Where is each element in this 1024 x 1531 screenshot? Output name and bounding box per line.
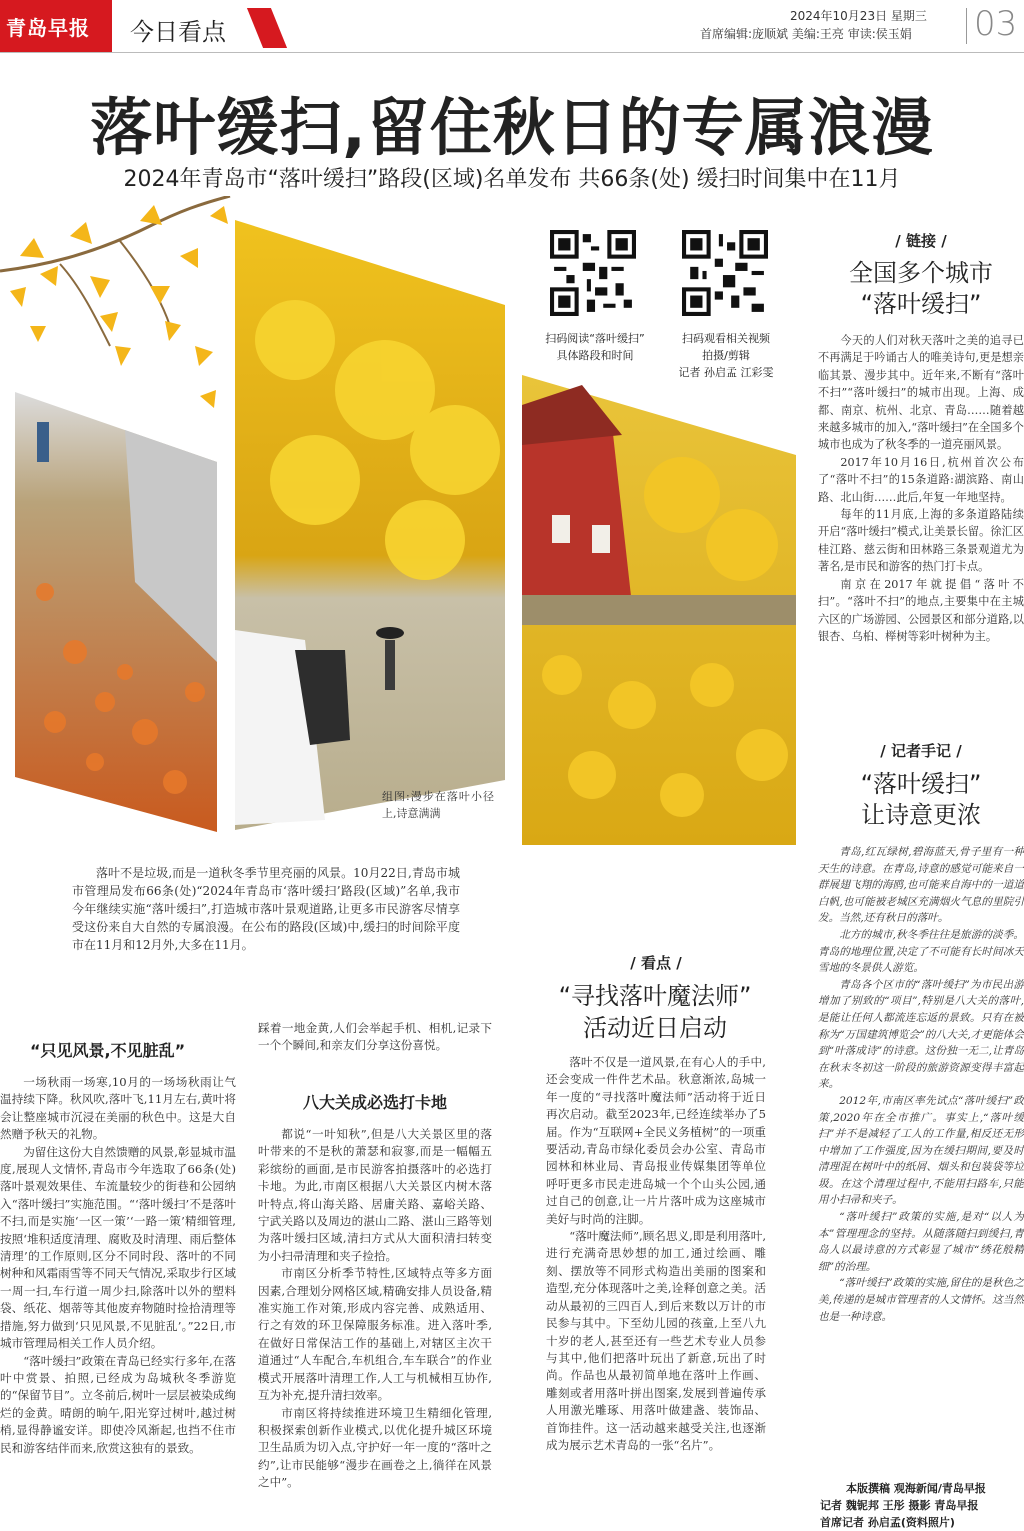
col3-body	[546, 1054, 766, 1454]
col1-subtitle: “只见风景,不见脏乱”	[30, 1041, 186, 1060]
col1-paragraph: 一场秋雨一场寒,10月的一场场秋雨让气温持续下降。秋风吹,落叶飞,11月左右,黄叶将会让整座城市沉浸在美丽的秋色中。这是大自然赠予秋天的礼物。	[0, 1075, 236, 1142]
credit-line-3: 首席记者 孙启孟(资料照片)	[820, 1516, 955, 1529]
lead-text: 落叶不是垃圾,而是一道秋冬季节里亮丽的风景。10月22日,青岛市城市管理局发布66条(处)“2024年青岛市‘落叶缓扫’路段(区域)”名单,我市今年继续实施“落叶缓扫”,打造城市落叶景观道路,让更多市民游客尽情享受这份来自大自然的专属浪漫。在公布的路段(区域)中,缓扫的时间除平度市在11月和12月外,大多在11月。	[72, 866, 460, 952]
ginkgo-branch-illustration	[0, 196, 240, 416]
col2-paragraph: 踩着一地金黄,人们会举起手机、相机,记录下一个个瞬间,和亲友们分享这份喜悦。	[258, 1021, 492, 1053]
qr-left-caption-1: 扫码阅读“落叶缓扫”	[545, 332, 645, 345]
col4-note-paragraph: 北方的城市,秋冬季往往是旅游的淡季。青岛的地理位置,决定了不可能有长时间冰天雪地的冬景供人游览。	[818, 928, 1024, 975]
col2-subtitle: 八大关成必选打卡地	[302, 1093, 447, 1112]
col2-body	[258, 1126, 492, 1492]
col4-note-paragraph: “落叶缓扫”政策的实施,是对“以人为本”管理理念的坚持。从随落随扫到缓扫,青岛人以最诗意的方式彰显了城市“绣花般精细”的治理。	[818, 1211, 1024, 1273]
lead-paragraph	[72, 864, 460, 954]
qr-left-caption-2: 具体路段和时间	[556, 349, 634, 362]
photo-ginkgo-road	[235, 220, 505, 830]
col2-body-top	[258, 1020, 492, 1055]
col3-paragraph: 落叶不仅是一道风景,在有心人的手中,还会变成一件件艺术品。秋意渐浓,岛城一年一度的“寻找落叶魔法师”活动将于近日再次启动。截至2023年,已经连续举办了5届。作为“互联网+全民义务植树”的一项重要活动,青岛市绿化委员会办公室、青岛市园林和林业局、青岛报业传媒集团等单位呼吁更多市民走进岛城一个个山头公园,通过自己的创意,让一片片落叶成为这座城市美好与时尚的注脚。	[546, 1055, 766, 1226]
photo-red-house-ginkgo	[522, 375, 796, 845]
col4-title1-line1: 全国多个城市	[849, 259, 993, 287]
photo-leafy-sidewalk	[15, 392, 217, 832]
photo-caption: 组图:漫步在落叶小径上,诗意满满	[382, 790, 494, 820]
qr-right-caption-3: 记者 孙启孟 江彩雯	[678, 366, 774, 379]
page-number: 03	[974, 4, 1018, 44]
col4-note-paragraph: “落叶缓扫”政策的实施,留住的是秋色之美,传递的是城市管理者的人文情怀。这当然也是一种诗意。	[818, 1277, 1024, 1323]
qr-code-route-list[interactable]	[550, 230, 636, 316]
col4-title2-line1: “落叶缓扫”	[860, 770, 982, 798]
col4-body-notes	[818, 844, 1024, 1325]
col2-paragraph: 都说“一叶知秋”,但是八大关景区里的落叶带来的不是秋的萧瑟和寂寥,而是一幅幅五彩缤纷的画面,是市民游客拍摄落叶的必选打卡地。为此,市南区根据八大关景区内树木落叶特点,将山海关路、居庸关路、嘉峪关路、宁武关路以及周边的湛山二路、湛山三路等划为落叶缓扫区域,清扫方式从大面积清扫转变为小扫帚清理和夹子捡拾。	[258, 1127, 492, 1263]
qr-right-caption-2: 拍摄/剪辑	[702, 349, 750, 362]
header-divider	[966, 8, 967, 44]
credit-line-2: 记者 魏铌邦 王彤 摄影 青岛早报	[820, 1499, 979, 1512]
section-tab-accent	[247, 8, 287, 48]
col2-paragraph: 市南区将持续推进环境卫生精细化管理,积极探索创新作业模式,以优化提升城区环境卫生品质为切入点,守护好一年一度的“落叶之约”,让市民能够“漫步在画卷之上,徜徉在风景之中”。	[258, 1405, 492, 1490]
col4-note-paragraph: 青岛各个区市的“落叶缓扫”为市民出游增加了别致的“项目”,特别是八大关的落叶,是能让任何人都流连忘返的景致。只有在被称为“万国建筑博览会”的八大关,才更能体会到“叶落成诗”的诗意。这份独一无二,让青岛在秋末冬初这一阶段的旅游资源变得丰富起来。	[818, 978, 1024, 1091]
col4-title2-line2: 让诗意更浓	[861, 801, 981, 829]
col4-body-link	[818, 332, 1024, 645]
col4-paragraph: 每年的11月底,上海的多条道路陆续开启“落叶缓扫”模式,让美景长留。徐汇区桂江路、慈云街和田林路三条景观道尤为著名,是市民和游客的热门打卡点。	[818, 508, 1024, 574]
subheadline: 2024年青岛市“落叶缓扫”路段(区域)名单发布 共66条(处) 缓扫时间集中在11月	[123, 167, 901, 192]
col3-paragraph: “落叶魔法师”,顾名思义,即是利用落叶,进行充满奇思妙想的加工,通过绘画、雕刻、摆放等不同形式构造出美丽的图案和造型,充分体现落叶之美,诠释创意之美。活动从最初的三四百人,到后来数以万计的市民参与其中。下至幼儿园的孩童,上至八九十岁的老人,甚至还有一些艺术专业人员参与其中,他们把落叶玩出了新意,玩出了时尚。作品也从最初简单地在落叶上作画、雕刻或者用落叶拼出图案,发展到普遍传承人用激光雕琢、用落叶做建盏、装饰品、首饰挂件。这一活动越来越受关注,也逐渐成为展示艺术青岛的一张“名片”。	[546, 1229, 767, 1452]
header-rule	[0, 52, 1024, 53]
col4-title1-line2: “落叶缓扫”	[860, 290, 982, 318]
qr-right-caption-1: 扫码观看相关视频	[682, 332, 770, 345]
col4-paragraph: 2017年10月16日,杭州首次公布了“落叶不扫”的15条道路:湖滨路、南山路、北山街……此后,年复一年地坚持。	[818, 455, 1024, 504]
section-label: 今日看点	[130, 18, 226, 46]
editor-credits: 首席编辑:庞顺斌 美编:王亮 审读:侯玉娟	[700, 27, 912, 41]
col1-body	[0, 1074, 236, 1457]
credit-line-1: 本版撰稿 观海新闻/青岛早报	[846, 1482, 986, 1495]
col1-paragraph: “落叶缓扫”政策在青岛已经实行多年,在落叶中赏景、拍照,已经成为岛城秋冬季游览的“保留节目”。立冬前后,树叶一层层被染成绚烂的金黄。晴朗的晌午,阳光穿过树叶,越过树梢,显得静谧安详。即使冷风渐起,也挡不住市民和游客结伴而来,欣赏这独有的景致。	[0, 1353, 236, 1455]
col3-tag: / 看点 /	[630, 954, 682, 972]
col2-paragraph: 市南区分析季节特性,区域特点等多方面因素,合理划分网格区域,精确安排人员设备,精准实施工作对策,形成内容完善、成熟适用、行之有效的环卫保障服务标准。进入落叶季,在做好日常保洁工作的基础上,对辖区主次干道通过“人车配合,车机组合,车车联合”的作业模式开展落叶清理工作,人工与机械相互协作,互为补充,提升清扫效率。	[258, 1266, 492, 1403]
col4-tag-notes: / 记者手记 /	[880, 742, 962, 760]
col4-paragraph: 南京在2017年就提倡“落叶不扫”。“落叶不扫”的地点,主要集中在主城六区的广场游园、公园景区和部分道路,以银杏、乌桕、榉树等彩叶树种为主。	[818, 577, 1024, 643]
col3-title-line1: “寻找落叶魔法师”	[558, 982, 752, 1010]
col4-note-paragraph: 2012年,市南区率先试点“落叶缓扫”政策,2020年在全市推广。事实上,“落叶缓扫”并不是减轻了工人的工作量,相反还无形中增加了工作强度,因为在缓扫期间,要及时清理混在树叶中的纸屑、烟头和包装袋等垃圾。在这个清理过程中,不能用扫路车,只能用小扫帚和夹子。	[818, 1094, 1024, 1207]
col3-title-line2: 活动近日启动	[583, 1014, 727, 1042]
headline: 落叶缓扫,留住秋日的专属浪漫	[90, 91, 934, 164]
brand-logo: 青岛早报	[6, 16, 90, 40]
col4-paragraph: 今天的人们对秋天落叶之美的追寻已不再满足于吟诵古人的唯美诗句,更是想亲临其景、漫步其中。近年来,不断有“落叶不扫”“落叶缓扫”的城市出现。上海、成都、南京、杭州、北京、青岛……随着越来越多城市的加入,“落叶缓扫”在全国多个城市也成为了秋冬季的一道亮丽风景。	[818, 334, 1024, 452]
issue-date: 2024年10月23日 星期三	[790, 9, 927, 23]
qr-code-video[interactable]	[682, 230, 768, 316]
col4-note-paragraph: 青岛,红瓦绿树,碧海蓝天,骨子里有一种天生的诗意。在青岛,诗意的感觉可能来自一群展翅飞翔的海鸥,也可能来自海中的一道道白帆,也可能被老城区充满烟火气息的里院引发。当然,还有秋日的落叶。	[818, 846, 1024, 925]
col1-paragraph: 为留住这份大自然馈赠的风景,彰显城市温度,展现人文情怀,青岛市今年选取了66条(处)落叶景观效果佳、车流量较少的街巷和公园纳入“落叶缓扫”实施范围。“‘落叶缓扫’不是落叶不扫,而是实施‘一区一策’‘一路一策’精细管理,按照‘堆积适度清理、腐败及时清理、雨后整体清理’的工作原则,区分不同时段、落叶的不同树种和风霜雨雪等不同天气情况,采取步行区域一周一扫,车行道一周少扫,除落叶以外的塑料袋、纸花、烟蒂等其他废弃物随时捡拾清理等措施,努力做到‘只见风景,不见脏乱’。”22日,市城市管理局相关工作人员介绍。	[0, 1144, 236, 1351]
col4-tag-link: / 链接 /	[895, 232, 947, 250]
